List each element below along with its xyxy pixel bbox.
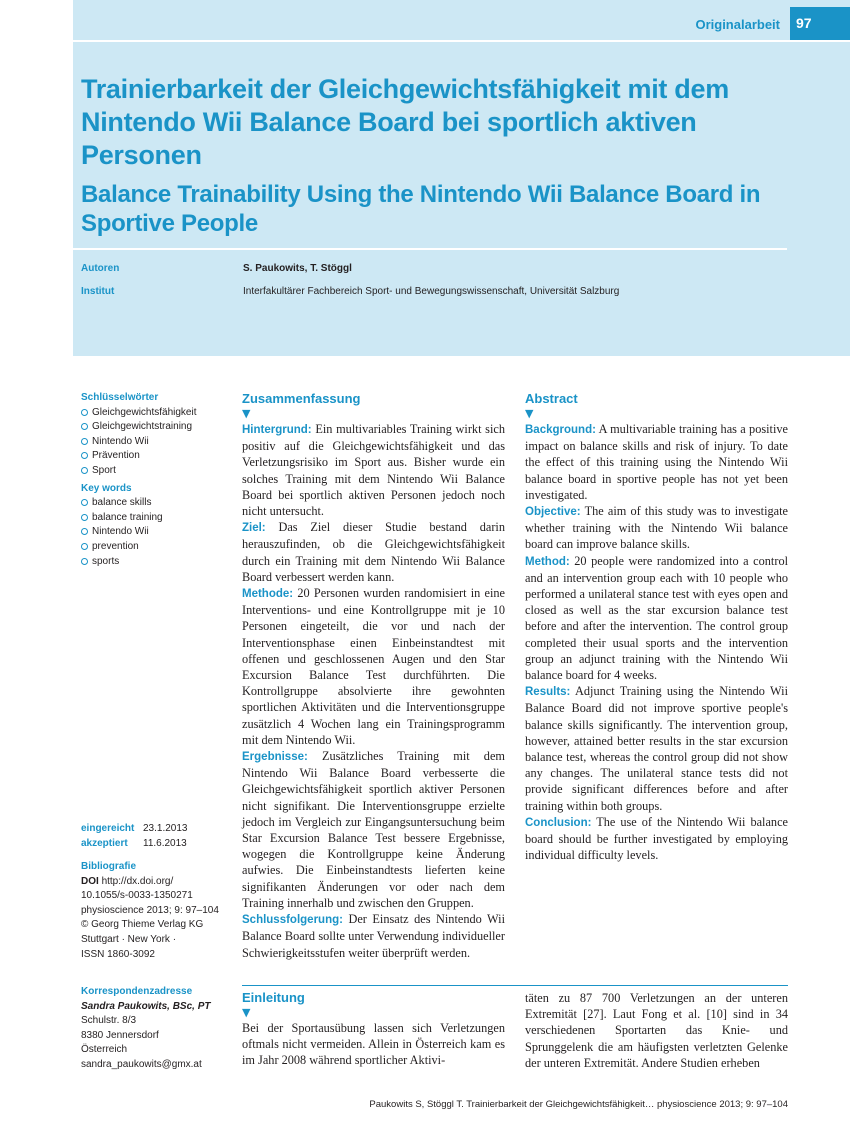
keyword-item: Prävention: [81, 449, 231, 464]
section-rule: [242, 985, 788, 986]
copyright: © Georg Thieme Verlag KG: [81, 919, 204, 931]
header-divider: [73, 40, 850, 42]
submission-dates: [81, 822, 188, 851]
circle-bullet-icon: [81, 499, 88, 506]
authors-label: Autoren: [81, 263, 120, 274]
received-label: eingereicht: [81, 823, 135, 834]
circle-bullet-icon: [81, 528, 88, 535]
keyword-item: balance skills: [81, 496, 231, 511]
abstract-paragraph: Schlussfolgerung: Der Einsatz des Nintendo Wii Balance Board sollte unter Verwendung individueller Schwierigkeitsstufen weiter überprüft werden.: [242, 912, 505, 960]
keyword-item: balance training: [81, 511, 231, 526]
keyword-item: Gleichgewichtstraining: [81, 420, 231, 435]
title-german: Trainierbarkeit der Gleichgewichtsfähigkeit mit dem Nintendo Wii Balance Board bei sportlich aktiven Personen: [81, 74, 729, 170]
keyword-item: Sport: [81, 464, 231, 479]
abstract-paragraph: Objective: The aim of this study was to investigate whether training with the Nintendo Wii balance board can improve balance skills.: [525, 504, 788, 552]
received-date: 23.1.2013: [143, 823, 188, 834]
publisher-location: Stuttgart · New York ·: [81, 933, 177, 945]
abstract-paragraph: Conclusion: The use of the Nintendo Wii balance board should be further investigated by employing individual difficulty levels.: [525, 814, 788, 863]
title-divider: [73, 248, 787, 250]
circle-bullet-icon: [81, 514, 88, 521]
authors: S. Paukowits, T. Stöggl: [243, 263, 352, 274]
keyword-item: sports: [81, 555, 231, 570]
abstract-paragraph: Hintergrund: Ein multivariables Training wirkt sich positiv auf die Gleichgewichtsfähigkeit und das Verletzungsrisiko im Sport aus. Bisher wurde ein solches Training mit dem Nintendo Wii Balance Board bei sportlich aktiven Personen jedoch noch nicht untersucht.: [242, 422, 505, 519]
abstract-paragraph: Method: 20 people were randomized into a control and an intervention group each with 10 people who performed a unilateral stance test with eyes open and closed as well as the star excursion balance test before and after the intervention. The control group completed their usual sports and the intervention group an adjunct training with the Nintendo Wii balance board for 4 weeks.: [525, 553, 789, 683]
triangle-down-icon: ▼: [525, 407, 534, 420]
intro-column-left: [242, 990, 505, 1069]
circle-bullet-icon: [81, 543, 88, 550]
keywords-de-list: [81, 406, 231, 479]
abstract-english: [525, 391, 788, 863]
abstract-german-heading: Zusammenfassung: [242, 391, 361, 406]
keywords-de-heading: Schlüsselwörter: [81, 392, 159, 403]
page-footer: Paukowits S, Stöggl T. Trainierbarkeit der Gleichgewichtsfähigkeit… physioscience 2013; 9: 97–104: [369, 1099, 788, 1110]
keyword-item: Nintendo Wii: [81, 435, 231, 450]
correspondence-street: Schulstr. 8/3: [81, 1015, 137, 1027]
keyword-item: Nintendo Wii: [81, 525, 231, 540]
triangle-down-icon: ▼: [242, 407, 251, 420]
circle-bullet-icon: [81, 423, 88, 430]
keywords-en-list: [81, 496, 231, 569]
intro-column-right: [525, 990, 788, 1071]
correspondence-block: [81, 985, 231, 1073]
abstract-german: [242, 391, 505, 961]
abstract-paragraph: Ziel: Das Ziel dieser Studie bestand darin herauszufinden, ob die Gleichgewichtsfähigkeit durch ein Training mit dem Nintendo Wii Balance Board verbessert werden kann.: [242, 520, 506, 584]
circle-bullet-icon: [81, 409, 88, 416]
issn: ISSN 1860-3092: [81, 948, 155, 960]
bibliography-block: [81, 860, 231, 962]
accepted-date: 11.6.2013: [143, 837, 187, 849]
intro-paragraph: täten zu 87 700 Verletzungen an der unteren Extremität [27]. Laut Fong et al. [10] sind in 34 verschiedenen Sportarten das Knie- und Sprunggelenk die am häufigsten verletzten Gelenke der unteren Extremität. Andere Studien erheben: [525, 991, 788, 1070]
page-number: 97: [790, 7, 850, 40]
circle-bullet-icon: [81, 558, 88, 565]
keywords-en-heading: Key words: [81, 482, 132, 494]
intro-paragraph: Bei der Sportausübung lassen sich Verletzungen oftmals nicht vermeiden. Allein in Österreich kam es im Jahr 2008 während sportlicher Aktivi-: [242, 1021, 505, 1068]
abstract-english-heading: Abstract: [525, 391, 578, 406]
keyword-item: prevention: [81, 540, 231, 555]
keywords-sidebar: [81, 391, 231, 569]
section-label: Originalarbeit: [695, 17, 780, 32]
abstract-paragraph: Results: Adjunct Training using the Nintendo Wii Balance Board did not improve sportive people's balance skills significantly. The intervention group, however, attained better results in the star excursion balance test, whereas the control group did not show any changes. The unilateral stance tests did not provide significant differences before and after training within both groups.: [525, 684, 788, 813]
abstract-paragraph: Background: A multivariable training has a positive impact on balance skills and risk of injury. To date the effect of this training using the Nintendo Wii balance board in sportive people has not yet been investigated.: [525, 422, 788, 502]
circle-bullet-icon: [81, 467, 88, 474]
abstract-paragraph: Methode: 20 Personen wurden randomisiert in eine Interventions- und eine Kontrollgruppe mit je 10 Personen eingeteilt, die vor und nach der Interventionsphase einen Einbeinstandtest mit offenen und geschlossenen Augen und den Star Excursion Balance Test durchführten. Die Kontrollgruppe absolvierte ihre gewohnten sportlichen Aktivitäten und die Interventionsgruppe zusätzlich 4 Wochen lang ein Trainingsprogramm mit dem Nintendo Wii.: [242, 586, 506, 747]
title-english: Balance Trainability Using the Nintendo Wii Balance Board in Sportive People: [81, 181, 761, 237]
correspondence-city: 8380 Jennersdorf: [81, 1029, 159, 1041]
accepted-label: akzeptiert: [81, 837, 128, 849]
intro-heading: Einleitung: [242, 990, 305, 1005]
doi-label: DOI: [81, 875, 99, 887]
doi-link[interactable]: http://dx.doi.org/: [101, 875, 174, 887]
correspondence-heading: Korrespondenzadresse: [81, 986, 193, 997]
journal-citation: physioscience 2013; 9: 97–104: [81, 904, 219, 916]
circle-bullet-icon: [81, 438, 88, 445]
institute: Interfakultärer Fachbereich Sport- und Bewegungswissenschaft, Universität Salzburg: [243, 286, 620, 297]
correspondence-name: Sandra Paukowits, BSc, PT: [81, 1000, 211, 1012]
triangle-down-icon: ▼: [242, 1006, 251, 1019]
abstract-paragraph: Ergebnisse: Zusätzliches Training mit dem Nintendo Wii Balance Board verbesserte die Gleichgewichtsfähigkeit sportlich aktiver Personen nicht signifikant. Die Interventionsgruppe erzielte jedoch im Vergleich zur Eingangsuntersuchung beim Star Excursion Balance Test bessere Ergebnisse, wogegen die Kontrollgruppe keine Änderung aufwies. Die Einbeinstandtests lieferten keine signifikanten Änderungen vor oder nach dem Training innerhalb und zwischen den Gruppen.: [242, 749, 505, 910]
correspondence-email[interactable]: sandra_paukowits@gmx.at: [81, 1058, 202, 1070]
correspondence-country: Österreich: [81, 1044, 128, 1056]
institute-label: Institut: [81, 286, 115, 297]
doi-value: 10.1055/s-0033-1350271: [81, 890, 193, 902]
keyword-item: Gleichgewichtsfähigkeit: [81, 406, 231, 421]
bibliography-heading: Bibliografie: [81, 861, 137, 872]
circle-bullet-icon: [81, 452, 88, 459]
header-band: [73, 0, 850, 356]
